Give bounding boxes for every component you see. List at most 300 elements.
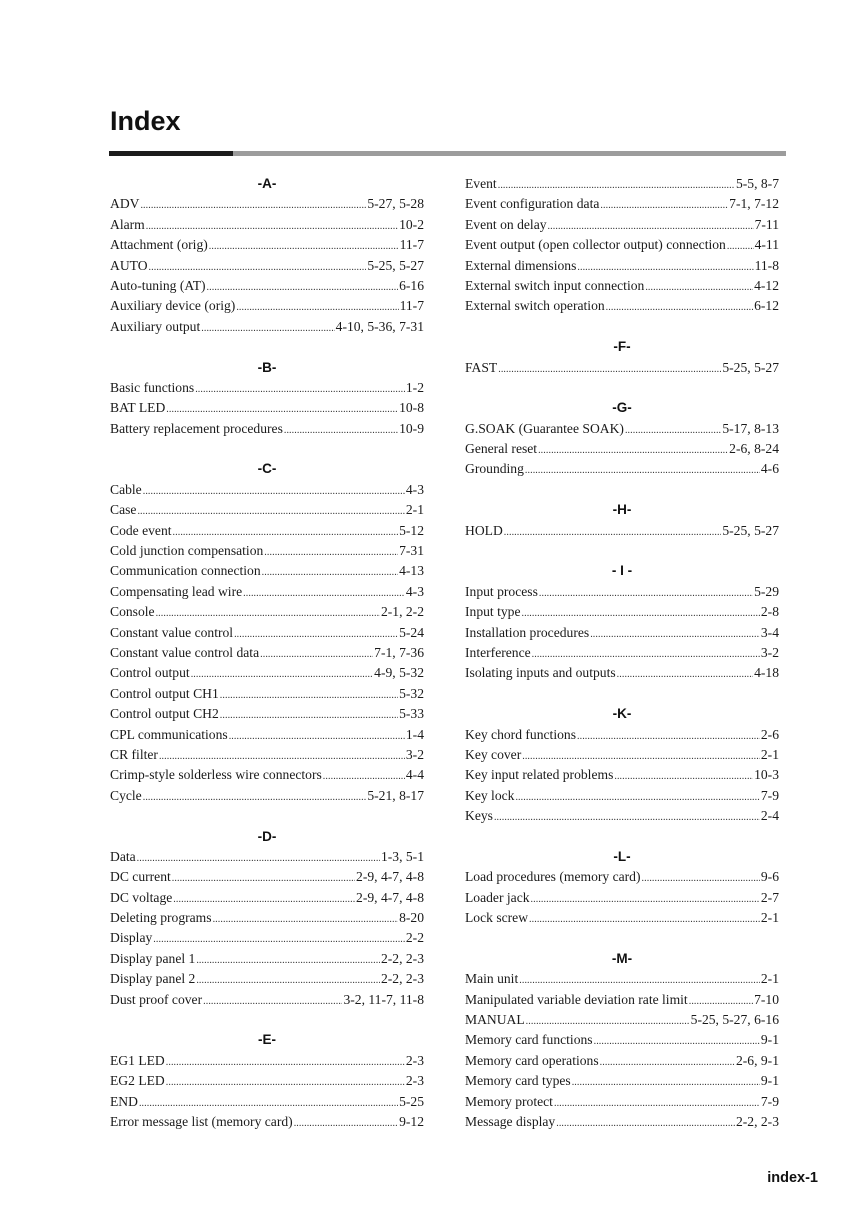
- dot-leader: [173, 888, 355, 908]
- index-page-ref: 4-3: [405, 583, 424, 599]
- title-rule-light: [233, 151, 786, 156]
- index-term: Key input related problems: [465, 767, 614, 783]
- dot-leader: [143, 786, 367, 806]
- index-term: Event: [465, 176, 497, 191]
- index-page-ref: 5-32: [399, 685, 424, 701]
- index-page-ref: 2-3: [405, 1052, 424, 1068]
- index-entry: [110, 480, 424, 500]
- index-term: Code event: [110, 522, 172, 538]
- dot-leader: [234, 623, 398, 643]
- index-entry: [110, 296, 424, 316]
- dot-leader: [207, 276, 399, 296]
- index-entry: [110, 969, 424, 989]
- index-page-ref: 2-1: [760, 910, 779, 926]
- index-entry: [465, 194, 779, 214]
- index-entry: [110, 1092, 424, 1112]
- index-term: Auto-tuning (AT): [110, 277, 206, 293]
- index-entry: [465, 276, 779, 296]
- index-page-ref: 2-1: [760, 746, 779, 762]
- index-page-ref: 7-9: [760, 1093, 779, 1109]
- index-term: EG2 LED: [110, 1073, 165, 1089]
- index-page-ref: 5-24: [399, 624, 424, 640]
- index-page-ref: 2-1, 2-2: [380, 604, 424, 620]
- dot-leader: [515, 786, 759, 806]
- index-term: Grounding: [465, 461, 524, 477]
- index-letter-heading: -C-: [257, 461, 277, 477]
- index-term: Key lock: [465, 787, 515, 803]
- index-page-ref: 5-12: [399, 522, 424, 538]
- index-term: Lock screw: [465, 910, 529, 926]
- index-entry: [465, 439, 779, 459]
- dot-leader: [532, 643, 760, 663]
- dot-leader: [525, 459, 760, 479]
- index-letter-heading: -B-: [257, 359, 277, 375]
- index-term: Deleting programs: [110, 910, 212, 926]
- index-group: [465, 561, 779, 683]
- index-entry: [465, 969, 779, 989]
- index-page-ref: 4-11: [754, 237, 779, 253]
- index-page-ref: 3-2, 11-7, 11-8: [343, 991, 424, 1007]
- index-term: General reset: [465, 441, 538, 457]
- index-term: EG1 LED: [110, 1052, 165, 1068]
- dot-leader: [153, 928, 405, 948]
- index-term: END: [110, 1093, 138, 1109]
- index-page-ref: 8-20: [399, 910, 424, 926]
- index-term: Keys: [465, 808, 493, 824]
- index-entry: [110, 725, 424, 745]
- index-entry: [110, 561, 424, 581]
- dot-leader: [264, 541, 398, 561]
- index-term: Basic functions: [110, 379, 195, 395]
- dot-leader: [137, 500, 404, 520]
- index-page-ref: 5-17, 8-13: [722, 420, 779, 436]
- dot-leader: [600, 194, 728, 214]
- index-entry: [110, 521, 424, 541]
- index-entry: [465, 786, 779, 806]
- index-term: Load procedures (memory card): [465, 869, 641, 885]
- index-group: [465, 704, 779, 826]
- index-term: Auxiliary device (orig): [110, 298, 236, 314]
- index-entry: [110, 928, 424, 948]
- index-entry: [110, 256, 424, 276]
- index-term: DC voltage: [110, 889, 173, 905]
- index-entry: [110, 643, 424, 663]
- index-entry: [465, 582, 779, 602]
- index-page-ref: 2-8: [760, 604, 779, 620]
- index-term: DC current: [110, 869, 171, 885]
- index-page-ref: 10-2: [399, 216, 424, 232]
- dot-leader: [196, 969, 380, 989]
- index-entry: [465, 521, 779, 541]
- index-term: MANUAL: [465, 1012, 525, 1028]
- index-term: Message display: [465, 1113, 556, 1129]
- index-entry: [465, 1030, 779, 1050]
- index-entry: [110, 317, 424, 337]
- index-page-ref: 7-1, 7-12: [729, 196, 779, 212]
- dot-leader: [504, 521, 722, 541]
- index-page-ref: 7-1, 7-36: [374, 644, 424, 660]
- index-page-ref: 2-2: [405, 930, 424, 946]
- index-term: Control output: [110, 665, 190, 681]
- index-term: Auxiliary output: [110, 318, 201, 334]
- index-term: Display panel 1: [110, 950, 196, 966]
- index-page-ref: 11-8: [754, 257, 779, 273]
- dot-leader: [166, 1051, 405, 1071]
- dot-leader: [556, 1112, 735, 1132]
- index-page-ref: 5-25, 5-27, 6-16: [690, 1012, 779, 1028]
- index-page-ref: 2-1: [405, 502, 424, 518]
- index-column-right: [465, 174, 779, 1153]
- index-page-ref: 1-4: [405, 726, 424, 742]
- index-entry: [110, 888, 424, 908]
- dot-leader: [260, 643, 373, 663]
- index-term: Display panel 2: [110, 971, 196, 987]
- index-entry: [465, 602, 779, 622]
- dot-leader: [522, 602, 760, 622]
- dot-leader: [191, 663, 373, 683]
- index-entry: [465, 358, 779, 378]
- index-entry: [465, 235, 779, 255]
- dot-leader: [590, 623, 760, 643]
- dot-leader: [166, 398, 398, 418]
- index-term: Memory protect: [465, 1093, 553, 1109]
- index-page-ref: 6-12: [754, 298, 779, 314]
- dot-leader: [143, 480, 405, 500]
- index-group: [465, 337, 779, 378]
- index-entry: [110, 847, 424, 867]
- dot-leader: [159, 745, 405, 765]
- index-term: Input process: [465, 583, 538, 599]
- index-term: Display: [110, 930, 153, 946]
- index-term: Input type: [465, 604, 521, 620]
- dot-leader: [146, 215, 398, 235]
- index-term: Constant value control data: [110, 644, 260, 660]
- dot-leader: [262, 561, 398, 581]
- index-page-ref: 5-25, 5-27: [722, 522, 779, 538]
- index-term: Loader jack: [465, 889, 530, 905]
- dot-leader: [172, 867, 355, 887]
- dot-leader: [617, 663, 753, 683]
- index-term: CR filter: [110, 746, 158, 762]
- index-page-ref: 2-9, 4-7, 4-8: [356, 869, 424, 885]
- dot-leader: [243, 582, 405, 602]
- index-page-ref: 11-7: [399, 237, 424, 253]
- dot-leader: [577, 256, 753, 276]
- dot-leader: [236, 296, 398, 316]
- index-term: Console: [110, 604, 155, 620]
- index-term: ADV: [110, 196, 140, 212]
- index-entry: [110, 765, 424, 785]
- index-term: External switch input connection: [465, 277, 645, 293]
- index-letter-heading: -M-: [611, 950, 633, 966]
- index-entry: [465, 725, 779, 745]
- index-entry: [110, 908, 424, 928]
- index-entry: [110, 194, 424, 214]
- index-entry: [465, 174, 779, 194]
- page-title: Index: [110, 106, 181, 136]
- index-term: Dust proof cover: [110, 991, 203, 1007]
- dot-leader: [156, 602, 380, 622]
- dot-leader: [689, 990, 753, 1010]
- index-page-ref: 2-6: [760, 726, 779, 742]
- dot-leader: [494, 806, 760, 826]
- index-page-ref: 4-13: [399, 563, 424, 579]
- dot-leader: [531, 888, 760, 908]
- index-entry: [110, 684, 424, 704]
- dot-leader: [539, 582, 753, 602]
- index-page-ref: 2-4: [760, 808, 779, 824]
- index-page-ref: 5-21, 8-17: [367, 787, 424, 803]
- index-entry: [465, 765, 779, 785]
- index-letter-heading: - I -: [611, 563, 633, 579]
- index-term: Battery replacement procedures: [110, 420, 283, 436]
- index-letter-heading: -E-: [258, 1032, 276, 1048]
- index-term: Main unit: [465, 971, 519, 987]
- index-page-ref: 1-2: [405, 379, 424, 395]
- dot-leader: [625, 419, 721, 439]
- dot-leader: [140, 194, 366, 214]
- index-entry: [465, 745, 779, 765]
- index-entry: [465, 215, 779, 235]
- index-entry: [110, 663, 424, 683]
- index-term: Cable: [110, 481, 142, 497]
- index-letter-heading: -K-: [612, 706, 632, 722]
- index-group: [465, 847, 779, 929]
- index-term: CPL communications: [110, 726, 228, 742]
- index-page-ref: 4-3: [405, 481, 424, 497]
- index-page-ref: 3-2: [405, 746, 424, 762]
- index-entry: [110, 398, 424, 418]
- index-entry: [465, 623, 779, 643]
- index-page-ref: 2-2, 2-3: [380, 971, 424, 987]
- index-page-ref: 5-5, 8-7: [735, 176, 779, 191]
- index-term: G.SOAK (Guarantee SOAK): [465, 420, 624, 436]
- index-term: Manipulated variable deviation rate limit: [465, 991, 688, 1007]
- index-page-ref: 5-27, 5-28: [367, 196, 424, 212]
- index-entry: [110, 949, 424, 969]
- dot-leader: [577, 725, 760, 745]
- index-entry: [110, 602, 424, 622]
- index-term: HOLD: [465, 522, 503, 538]
- index-page-ref: 7-9: [760, 787, 779, 803]
- dot-leader: [538, 439, 728, 459]
- index-term: FAST: [465, 359, 498, 375]
- dot-leader: [600, 1051, 735, 1071]
- index-entry: [465, 663, 779, 683]
- dot-leader: [220, 704, 398, 724]
- index-page-ref: 2-6, 9-1: [735, 1052, 779, 1068]
- index-term: Attachment (orig): [110, 237, 208, 253]
- dot-leader: [519, 969, 760, 989]
- dot-leader: [642, 867, 760, 887]
- index-page-ref: 5-29: [754, 583, 779, 599]
- index-group: [110, 174, 424, 337]
- index-entry: [110, 623, 424, 643]
- index-letter-heading: -A-: [257, 176, 277, 191]
- index-term: External dimensions: [465, 257, 577, 273]
- index-entry: [110, 990, 424, 1010]
- index-entry: [110, 276, 424, 296]
- dot-leader: [594, 1030, 760, 1050]
- index-page-ref: 2-3: [405, 1073, 424, 1089]
- index-term: Cold junction compensation: [110, 543, 264, 559]
- dot-leader: [213, 908, 399, 928]
- dot-leader: [284, 419, 398, 439]
- index-page-ref: 4-18: [754, 665, 779, 681]
- dot-leader: [554, 1092, 760, 1112]
- dot-leader: [195, 378, 405, 398]
- index-page-ref: 4-6: [760, 461, 779, 477]
- index-term: Control output CH1: [110, 685, 219, 701]
- index-entry: [110, 500, 424, 520]
- index-term: Installation procedures: [465, 624, 590, 640]
- index-entry: [110, 704, 424, 724]
- index-term: Memory card functions: [465, 1032, 593, 1048]
- index-page-ref: 2-1: [760, 971, 779, 987]
- index-group: [110, 358, 424, 440]
- title-rule-dark: [109, 151, 233, 156]
- index-entry: [465, 256, 779, 276]
- index-column-left: [110, 174, 424, 1153]
- index-entry: [465, 1071, 779, 1091]
- index-term: Key chord functions: [465, 726, 576, 742]
- index-letter-heading: -L-: [613, 848, 631, 864]
- index-page-ref: 4-10, 5-36, 7-31: [335, 318, 424, 334]
- index-page-ref: 2-2, 2-3: [380, 950, 424, 966]
- dot-leader: [201, 317, 334, 337]
- index-page-ref: 5-25, 5-27: [367, 257, 424, 273]
- index-entry: [465, 1010, 779, 1030]
- index-entry: [465, 888, 779, 908]
- index-term: Event output (open collector output) connection: [465, 237, 726, 253]
- index-term: Cycle: [110, 787, 142, 803]
- index-page-ref: 4-4: [405, 767, 424, 783]
- index-entry: [110, 1051, 424, 1071]
- index-letter-heading: -D-: [257, 828, 277, 844]
- index-term: Case: [110, 502, 137, 518]
- index-page-ref: 9-1: [760, 1073, 779, 1089]
- index-letter-heading: -F-: [613, 339, 631, 355]
- dot-leader: [529, 908, 760, 928]
- index-page-ref: 5-33: [399, 706, 424, 722]
- page-number: index-1: [767, 1170, 818, 1186]
- dot-leader: [166, 1071, 405, 1091]
- index-term: Data: [110, 848, 136, 864]
- index-group: [465, 500, 779, 541]
- index-term: Compensating lead wire: [110, 583, 243, 599]
- index-group: [110, 827, 424, 1011]
- dot-leader: [209, 235, 399, 255]
- index-page-ref: 7-31: [399, 543, 424, 559]
- index-term: Isolating inputs and outputs: [465, 665, 616, 681]
- index-entry: [465, 296, 779, 316]
- index-entry: [110, 786, 424, 806]
- index-group: [110, 459, 424, 806]
- dot-leader: [548, 215, 754, 235]
- dot-leader: [294, 1112, 398, 1132]
- index-entry: [110, 867, 424, 887]
- dot-leader: [498, 174, 735, 194]
- index-entry: [465, 990, 779, 1010]
- dot-leader: [137, 847, 380, 867]
- index-term: Alarm: [110, 216, 145, 232]
- index-page-ref: 4-9, 5-32: [374, 665, 424, 681]
- index-page-ref: 5-25, 5-27: [722, 359, 779, 375]
- index-group: [465, 949, 779, 1133]
- dot-leader: [220, 684, 398, 704]
- index-letter-heading: -G-: [612, 400, 632, 416]
- index-letter-heading: -H-: [612, 502, 632, 518]
- index-group: [110, 1030, 424, 1132]
- dot-leader: [645, 276, 753, 296]
- index-page-ref: 1-3, 5-1: [380, 848, 424, 864]
- index-page-ref: 9-1: [760, 1032, 779, 1048]
- index-entry: [465, 867, 779, 887]
- index-term: Error message list (memory card): [110, 1113, 293, 1129]
- index-page-ref: 7-11: [754, 216, 779, 232]
- index-page-ref: 10-9: [399, 420, 424, 436]
- index-entry: [465, 908, 779, 928]
- index-term: Constant value control: [110, 624, 234, 640]
- index-term: Communication connection: [110, 563, 261, 579]
- dot-leader: [606, 296, 753, 316]
- index-page-ref: 5-25: [399, 1093, 424, 1109]
- index-entry: [465, 1051, 779, 1071]
- index-page-ref: 9-6: [760, 869, 779, 885]
- index-term: Memory card types: [465, 1073, 571, 1089]
- dot-leader: [139, 1092, 398, 1112]
- dot-leader: [498, 358, 721, 378]
- dot-leader: [526, 1010, 690, 1030]
- index-page-ref: 6-16: [399, 277, 424, 293]
- index-page-ref: 7-10: [754, 991, 779, 1007]
- index-entry: [110, 378, 424, 398]
- index-entry: [110, 745, 424, 765]
- index-entry: [110, 1071, 424, 1091]
- index-term: BAT LED: [110, 400, 166, 416]
- index-entry: [465, 419, 779, 439]
- dot-leader: [149, 256, 367, 276]
- index-page-ref: 4-12: [754, 277, 779, 293]
- index-group: [465, 398, 779, 480]
- index-entry: [465, 459, 779, 479]
- index-term: Memory card operations: [465, 1052, 599, 1068]
- index-term: Event configuration data: [465, 196, 600, 212]
- dot-leader: [323, 765, 405, 785]
- index-entry: [110, 1112, 424, 1132]
- index-entry: [110, 419, 424, 439]
- index-page-ref: 10-8: [399, 400, 424, 416]
- index-term: Crimp-style solderless wire connectors: [110, 767, 322, 783]
- dot-leader: [173, 521, 399, 541]
- index-page-ref: 9-12: [399, 1113, 424, 1129]
- index-page-ref: 10-3: [754, 767, 779, 783]
- index-term: Event on delay: [465, 216, 547, 232]
- index-entry: [465, 1112, 779, 1132]
- index-entry: [110, 235, 424, 255]
- dot-leader: [614, 765, 753, 785]
- index-page-ref: 3-4: [760, 624, 779, 640]
- index-term: Control output CH2: [110, 706, 219, 722]
- index-term: Key cover: [465, 746, 522, 762]
- index-term: Interference: [465, 644, 531, 660]
- index-entry: [110, 541, 424, 561]
- dot-leader: [203, 990, 342, 1010]
- dot-leader: [229, 725, 405, 745]
- index-term: AUTO: [110, 257, 148, 273]
- dot-leader: [196, 949, 380, 969]
- index-entry: [110, 582, 424, 602]
